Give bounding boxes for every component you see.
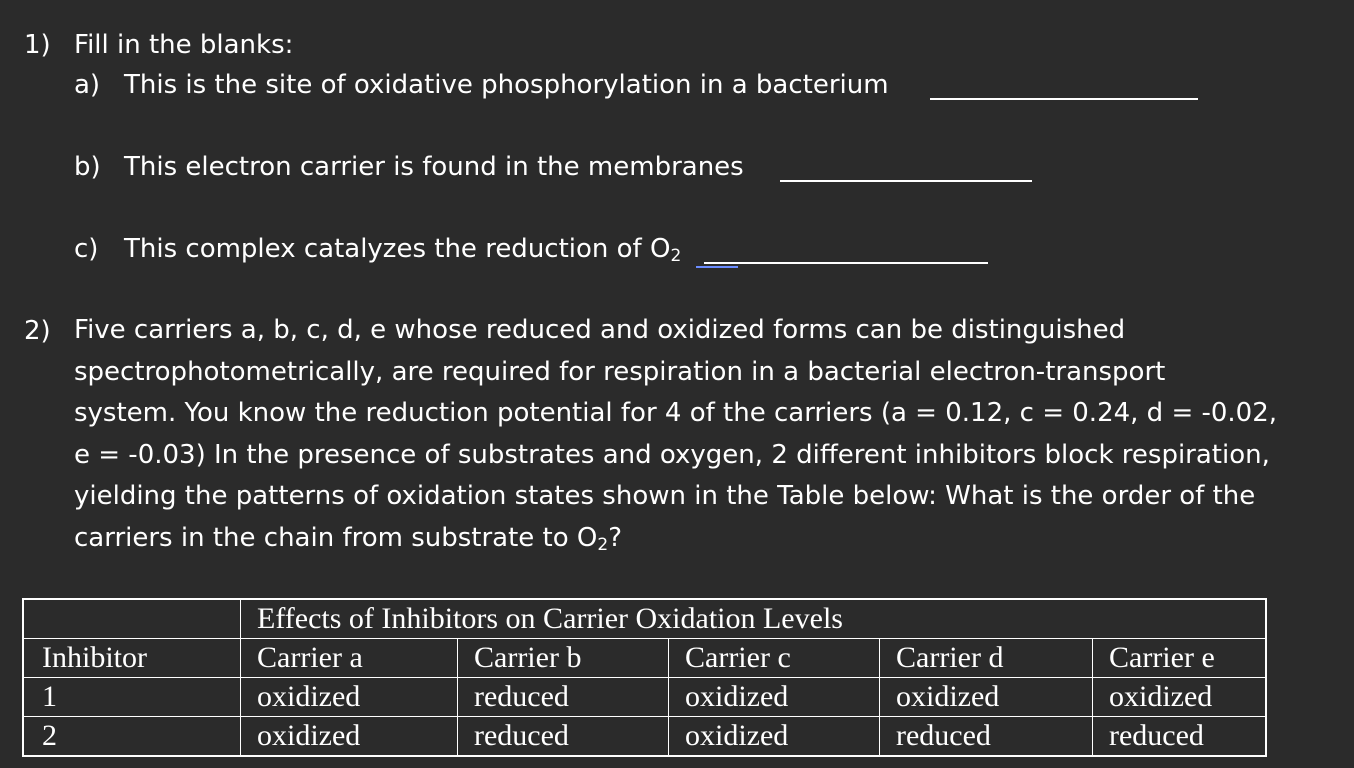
table-row bbox=[23, 678, 1266, 717]
table-cell: reduced bbox=[1093, 717, 1267, 757]
inhibitor-table bbox=[22, 598, 1267, 757]
answer-blank-b[interactable] bbox=[780, 180, 1032, 182]
table-title: Effects of Inhibitors on Carrier Oxidation Levels bbox=[241, 599, 1267, 639]
spellcheck-underline bbox=[696, 266, 738, 268]
item-letter: b) bbox=[74, 152, 101, 182]
paragraph-line: carriers in the chain from substrate to $O_2$? bbox=[74, 522, 623, 555]
paragraph-line: spectrophotometrically, are required for respiration in a bacterial electron-transport bbox=[74, 356, 1166, 387]
item-letter: a) bbox=[74, 70, 101, 100]
item-text: This electron carrier is found in the membranes bbox=[124, 152, 744, 182]
column-header: Carrier d bbox=[880, 639, 1093, 678]
table-cell: oxidized bbox=[880, 678, 1093, 717]
item-text: This complex catalyzes the reduction of $O_2$ bbox=[124, 234, 682, 266]
column-header: Carrier e bbox=[1093, 639, 1267, 678]
question-number: 1) bbox=[24, 30, 51, 60]
table-cell: oxidized bbox=[669, 678, 880, 717]
table-cell: reduced bbox=[458, 678, 669, 717]
item-text: This is the site of oxidative phosphorylation in a bacterium bbox=[124, 70, 889, 100]
answer-blank-c[interactable] bbox=[704, 262, 988, 264]
table-cell bbox=[23, 599, 241, 639]
paragraph-line: e = -0.03) In the presence of substrates and oxygen, 2 different inhibitors block respiration, bbox=[74, 439, 1270, 470]
answer-blank-a[interactable] bbox=[930, 98, 1198, 100]
table-cell: reduced bbox=[880, 717, 1093, 757]
paragraph-line: yielding the patterns of oxidation states shown in the Table below: What is the order of the bbox=[74, 481, 1256, 511]
table-cell: 1 bbox=[23, 678, 241, 717]
table-cell: reduced bbox=[458, 717, 669, 757]
table-cell: oxidized bbox=[669, 717, 880, 757]
question-heading: Fill in the blanks: bbox=[74, 30, 294, 60]
column-header: Carrier a bbox=[241, 639, 458, 678]
table-cell: oxidized bbox=[1093, 678, 1267, 717]
column-header: Carrier c bbox=[669, 639, 880, 678]
table-title-row bbox=[23, 599, 1266, 639]
question-2-paragraph bbox=[74, 310, 1339, 566]
column-header: Carrier b bbox=[458, 639, 669, 678]
table-cell: oxidized bbox=[241, 717, 458, 757]
table-cell: oxidized bbox=[241, 678, 458, 717]
column-header: Inhibitor bbox=[23, 639, 241, 678]
table-row bbox=[23, 717, 1266, 757]
paragraph-line: system. You know the reduction potential for 4 of the carriers (a = 0.12, c = 0.24, d = -0.02, bbox=[74, 398, 1278, 428]
table-cell: 2 bbox=[23, 717, 241, 757]
paragraph-line: Five carriers a, b, c, d, e whose reduced and oxidized forms can be distinguished bbox=[74, 315, 1126, 345]
item-letter: c) bbox=[74, 234, 99, 264]
table-header-row bbox=[23, 639, 1266, 678]
